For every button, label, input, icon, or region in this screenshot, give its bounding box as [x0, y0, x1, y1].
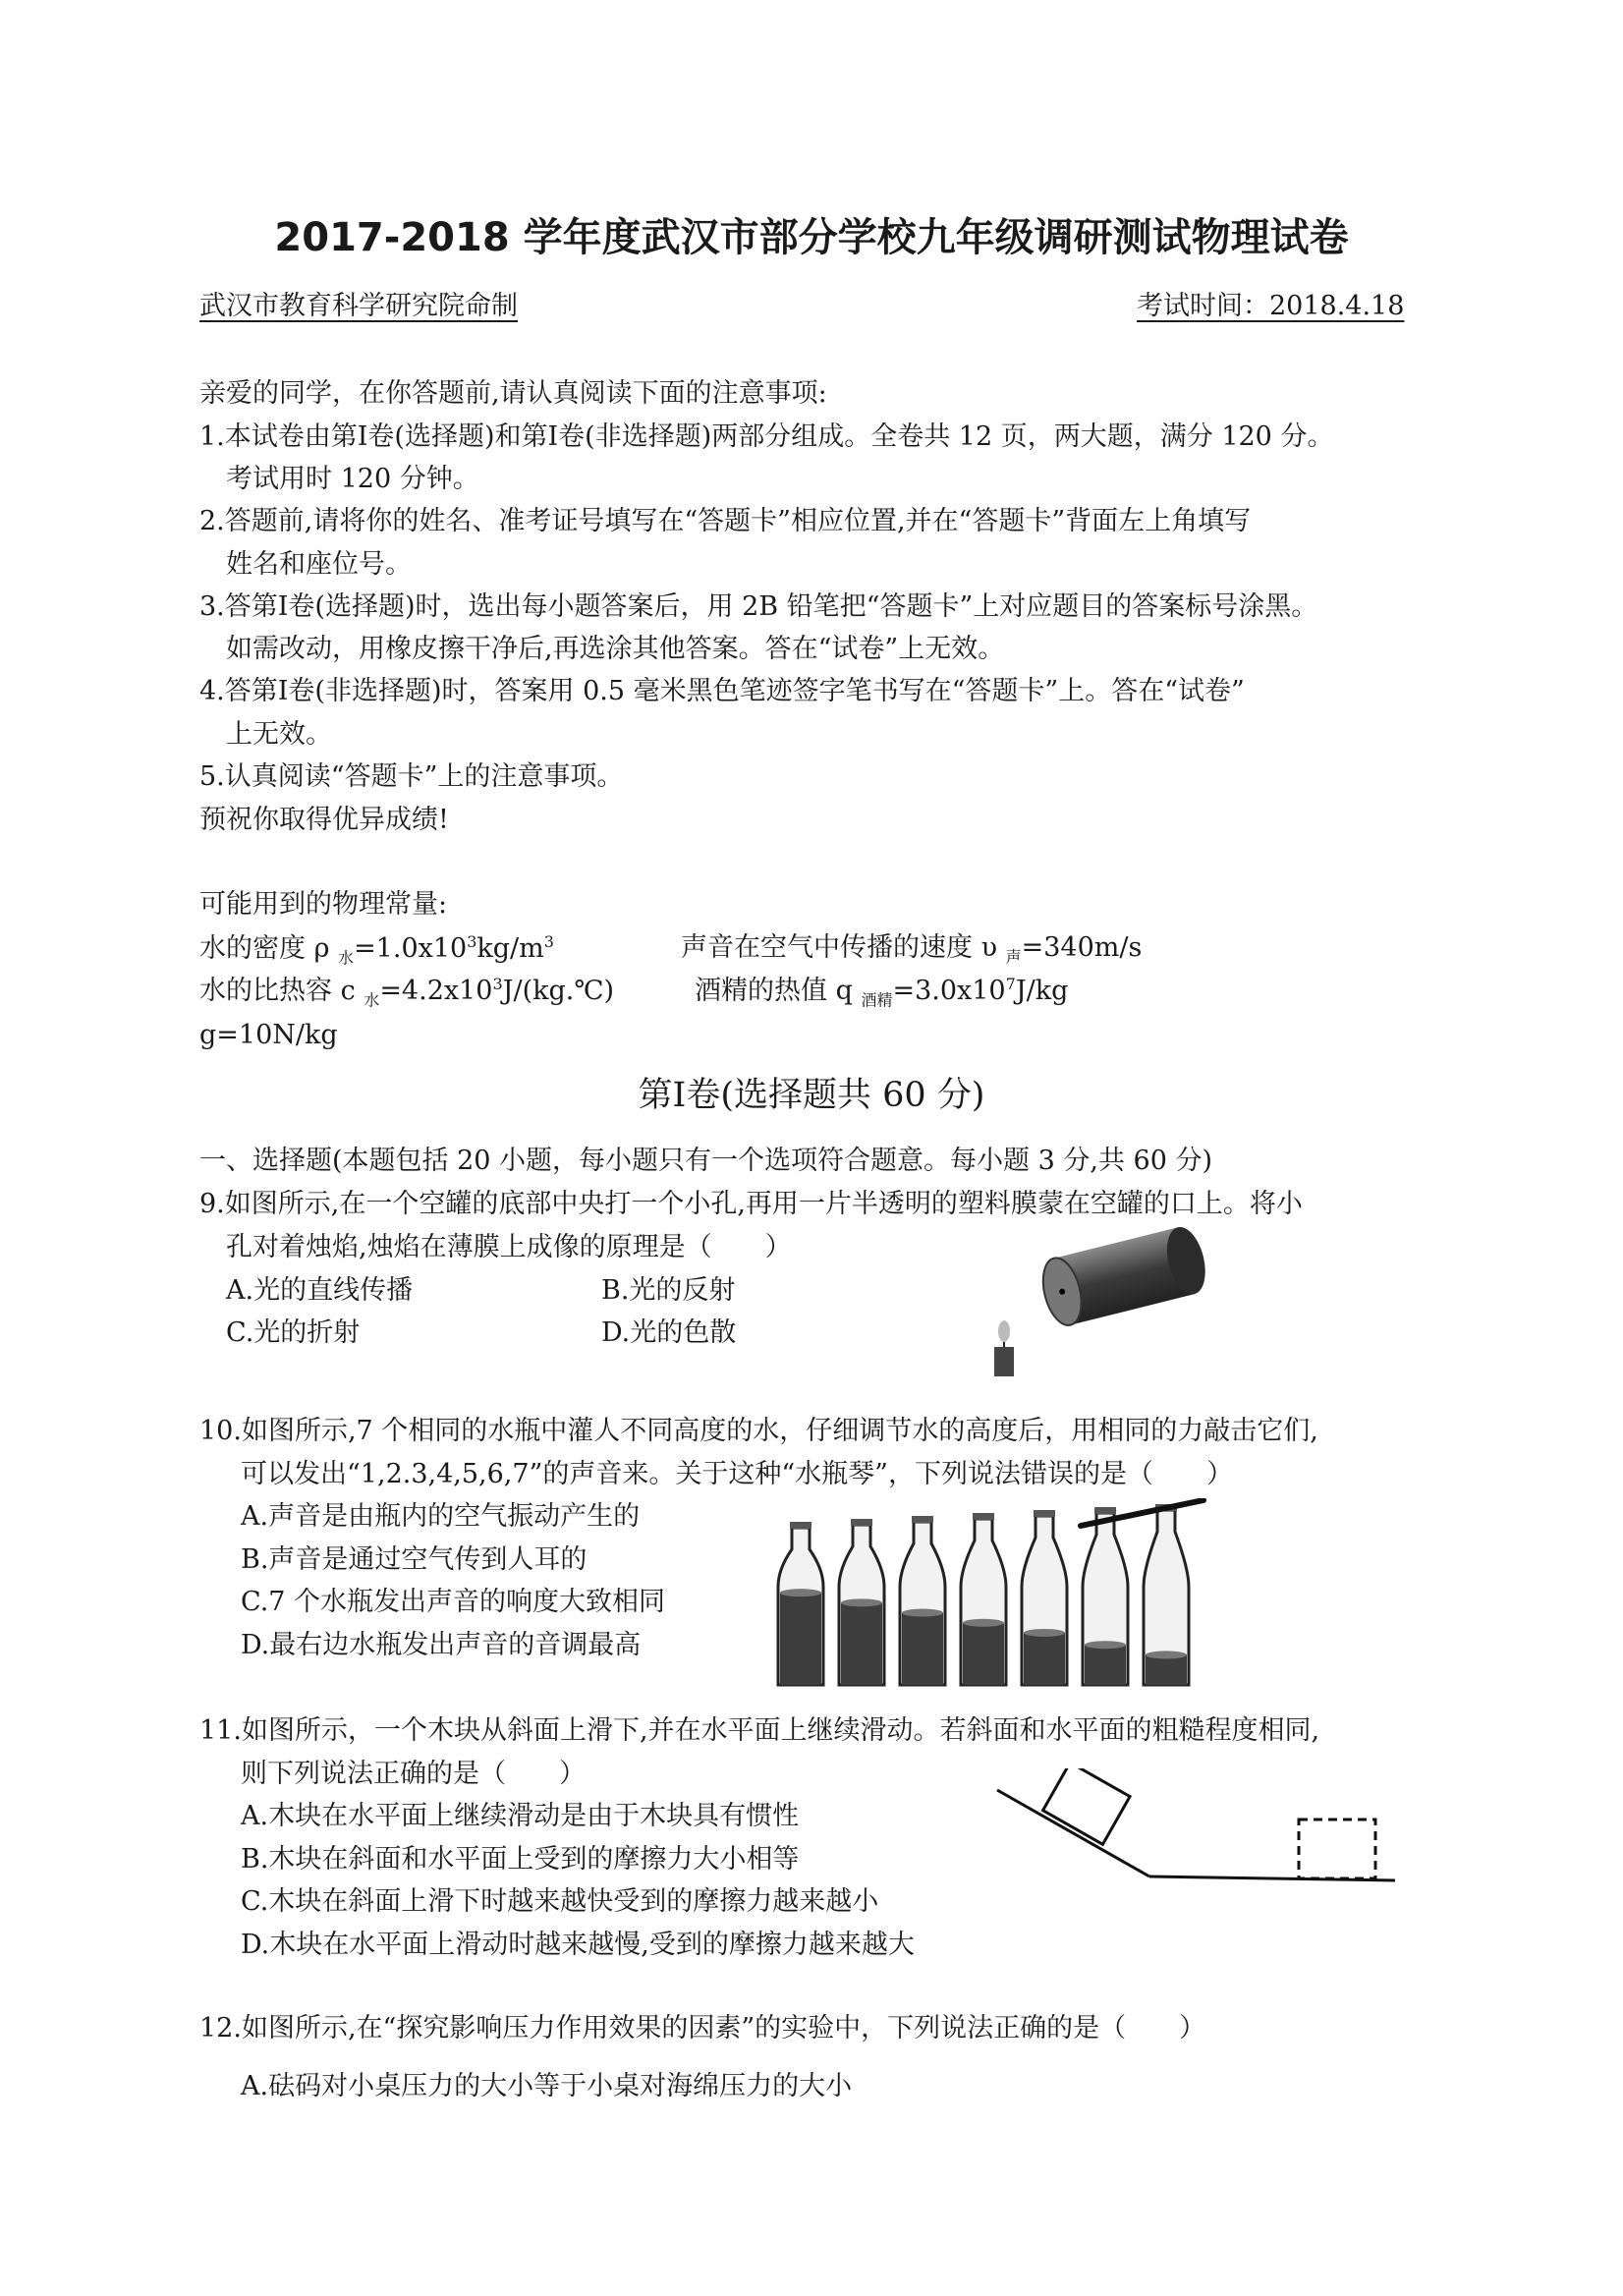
- q9-option-c: C.光的折射: [226, 1317, 361, 1348]
- water-bottle: [1022, 1510, 1067, 1685]
- q11-option-c: C.木块在斜面上滑下时越来越快受到的摩擦力越来越小: [241, 1886, 879, 1917]
- q10-option-d: D.最右边水瓶发出声音的音调最高: [241, 1630, 642, 1660]
- q11-option-d: D.木块在水平面上滑动时越来越慢,受到的摩擦力越来越大: [241, 1930, 915, 1960]
- notice-intro: 亲爱的同学，在你答题前,请认真阅读下面的注意事项:: [199, 378, 827, 409]
- water-bottles-figure: [766, 1498, 1218, 1695]
- water-bottle: [961, 1513, 1006, 1685]
- exam-time: 考试时间：2018.4.18: [1137, 291, 1405, 321]
- q9-stem: 9.如图所示,在一个空罐的底部中央打一个小孔,再用一片半透明的塑料膜蒙在空罐的口上。将小: [199, 1189, 1303, 1219]
- bottle-water: [963, 1623, 1004, 1685]
- constant-water-density: 水的密度 ρ $_水=1.0x10^3kg/m^3$: [199, 932, 554, 968]
- notice-wish: 预祝你取得优异成绩!: [199, 805, 449, 835]
- q11-option-b: B.木块在斜面和水平面上受到的摩擦力大小相等: [241, 1844, 800, 1875]
- constant-g: g=10N/kg: [199, 1020, 338, 1050]
- q9-stem-cont: 孔对着烛焰,烛焰在薄膜上成像的原理是（ ）: [226, 1232, 792, 1262]
- q11-stem-cont: 则下列说法正确的是（ ）: [241, 1759, 586, 1789]
- water-bottle: [1144, 1504, 1189, 1685]
- bottle-water: [1024, 1633, 1065, 1685]
- notice-line-2-cont: 姓名和座位号。: [226, 549, 412, 580]
- bottle-water: [780, 1593, 821, 1685]
- candle: [994, 1320, 1014, 1376]
- section-title: 第Ⅰ卷(选择题共 60 分): [638, 1076, 985, 1115]
- notice-line-3: 3.答第Ⅰ卷(选择题)时，选出每小题答案后，用 2B 铅笔把“答题卡”上对应题目的答案标号涂黑。: [199, 591, 1318, 622]
- q10-option-c: C.7 个水瓶发出声音的响度大致相同: [241, 1587, 666, 1617]
- water-bottle: [839, 1519, 884, 1685]
- can-body: [1036, 1223, 1211, 1329]
- issuer: 武汉市教育科学研究院命制: [199, 291, 518, 321]
- notice-line-1-cont: 考试用时 120 分钟。: [226, 464, 479, 494]
- page-title: 2017-2018 学年度武汉市部分学校九年级调研测试物理试卷: [274, 215, 1349, 260]
- q10-option-a: A.声音是由瓶内的空气振动产生的: [241, 1501, 641, 1532]
- bottle-water: [841, 1602, 882, 1685]
- water-bottle: [900, 1516, 945, 1685]
- notice-line-3-cont: 如需改动，用橡皮擦干净后,再选涂其他答案。答在“试卷”上无效。: [226, 634, 1005, 664]
- notice-line-4-cont: 上无效。: [226, 719, 332, 750]
- q9-option-d: D.光的色散: [601, 1317, 737, 1348]
- q9-option-b: B.光的反射: [601, 1275, 736, 1306]
- bottle-water: [902, 1613, 943, 1685]
- q10-stem: 10.如图所示,7 个相同的水瓶中灌人不同高度的水，仔细调节水的高度后，用相同的力敲击它们,: [199, 1416, 1318, 1446]
- q11-option-a: A.木块在水平面上继续滑动是由于木块具有惯性: [241, 1801, 800, 1831]
- notice-line-2: 2.答题前,请将你的姓名、准考证号填写在“答题卡”相应位置,并在“答题卡”背面左上角填写: [199, 506, 1252, 536]
- q12-stem: 12.如图所示,在“探究影响压力作用效果的因素”的实验中，下列说法正确的是（ ）: [199, 2013, 1206, 2044]
- notice-line-5: 5.认真阅读“答题卡”上的注意事项。: [199, 761, 624, 792]
- water-bottle: [1083, 1507, 1128, 1685]
- constant-sound-speed: 声音在空气中传播的速度 υ $_声$=340m/s: [681, 932, 1143, 967]
- bottle-water: [1146, 1654, 1187, 1685]
- q12-option-a: A.砝码对小桌压力的大小等于小桌对海绵压力的大小: [241, 2071, 853, 2101]
- pinhole-camera-figure: [973, 1223, 1228, 1380]
- notice-line-4: 4.答第Ⅰ卷(非选择题)时，答案用 0.5 毫米黑色笔迹签字笔书写在“答题卡”上。答在“试卷”: [199, 676, 1245, 706]
- bottle-water: [1085, 1645, 1126, 1685]
- q11-stem: 11.如图所示，一个木块从斜面上滑下,并在水平面上继续滑动。若斜面和水平面的粗糙程度相同,: [199, 1715, 1320, 1746]
- constants-heading: 可能用到的物理常量:: [199, 889, 448, 920]
- q9-option-a: A.光的直线传播: [226, 1275, 414, 1306]
- section-instruction: 一、选择题(本题包括 20 小题，每小题只有一个选项符合题意。每小题 3 分,共 60 分): [199, 1146, 1213, 1176]
- block-final-position: [1299, 1820, 1375, 1878]
- q10-option-b: B.声音是通过空气传到人耳的: [241, 1544, 588, 1575]
- constant-alcohol-heat: 酒精的热值 q $_{酒精}=3.0x10^7J/kg$: [695, 975, 1069, 1010]
- water-bottle: [778, 1522, 823, 1685]
- notice-line-1: 1.本试卷由第Ⅰ卷(选择题)和第Ⅰ卷(非选择题)两部分组成。全卷共 12 页，两大题，满分 120 分。: [199, 421, 1334, 452]
- constant-water-heat: 水的比热容 c $_水=4.2x10^3J/(kg.℃)$: [199, 975, 615, 1010]
- wooden-block: [1043, 1768, 1131, 1844]
- q10-stem-cont: 可以发出“1,2.3,4,5,6,7”的声音来。关于这种“水瓶琴”，下列说法错误的是（ ）: [241, 1459, 1233, 1489]
- incline-figure: [992, 1768, 1405, 1891]
